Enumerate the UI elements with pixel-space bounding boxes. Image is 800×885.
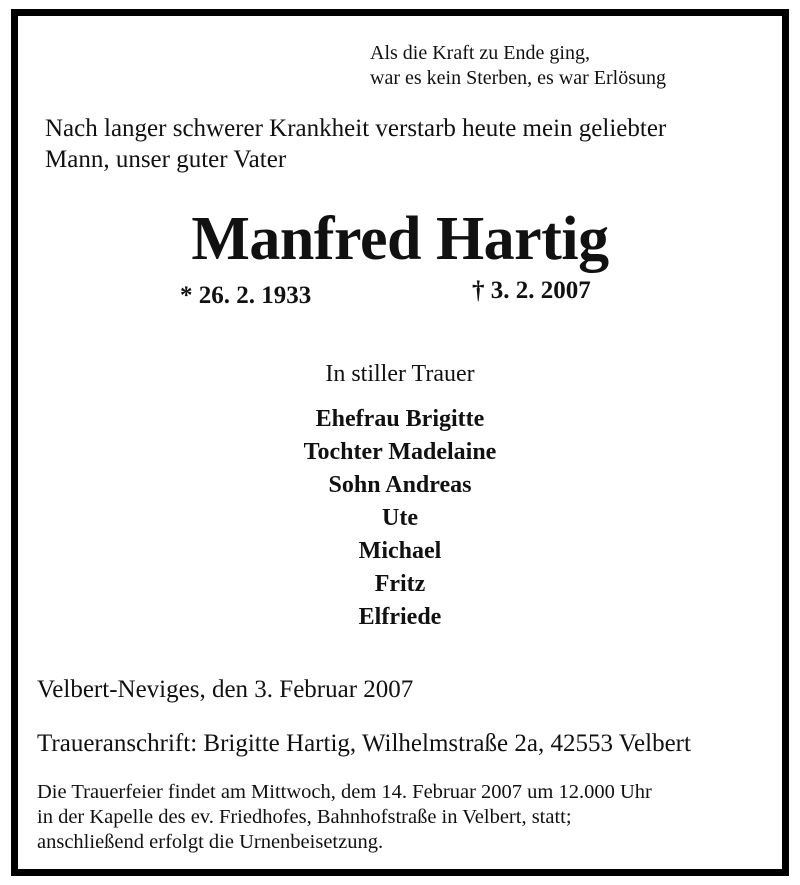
obituary-frame [11,9,789,876]
mourner-fritz: Fritz [374,571,426,597]
mourner-wife: Ehefrau Brigitte [315,406,485,432]
motto-line-2: war es kein Sterben, es war Erlösung [370,67,667,89]
birth-date: * 26. 2. 1933 [180,282,312,309]
mourning-heading: In stiller Trauer [325,361,475,387]
mourner-ute: Ute [382,505,418,531]
mourner-michael: Michael [358,538,442,564]
mourners-list [18,403,782,634]
ceremony-line-1: Die Trauerfeier findet am Mittwoch, dem 14. Februar 2007 um 12.000 Uhr [37,781,652,803]
intro-line-1: Nach langer schwerer Krankheit verstarb heute mein geliebter [45,115,667,142]
place-date: Velbert-Neviges, den 3. Februar 2007 [37,676,414,703]
ceremony-line-2: in der Kapelle des ev. Friedhofes, Bahnhofstraße in Velbert, statt; [37,806,572,828]
mourner-elfriede: Elfriede [358,604,442,630]
mourning-address: Traueranschrift: Brigitte Hartig, Wilhelmstraße 2a, 42553 Velbert [37,730,691,757]
intro-line-2: Mann, unser guter Vater [45,146,287,173]
mourner-daughter: Tochter Madelaine [303,439,497,465]
deceased-name: Manfred Hartig [191,205,609,273]
ceremony-line-3: anschließend erfolgt die Urnenbeisetzung. [37,831,384,853]
motto-line-1: Als die Kraft zu Ende ging, [370,42,590,64]
death-date: † 3. 2. 2007 [472,277,591,304]
mourner-son: Sohn Andreas [328,472,472,498]
